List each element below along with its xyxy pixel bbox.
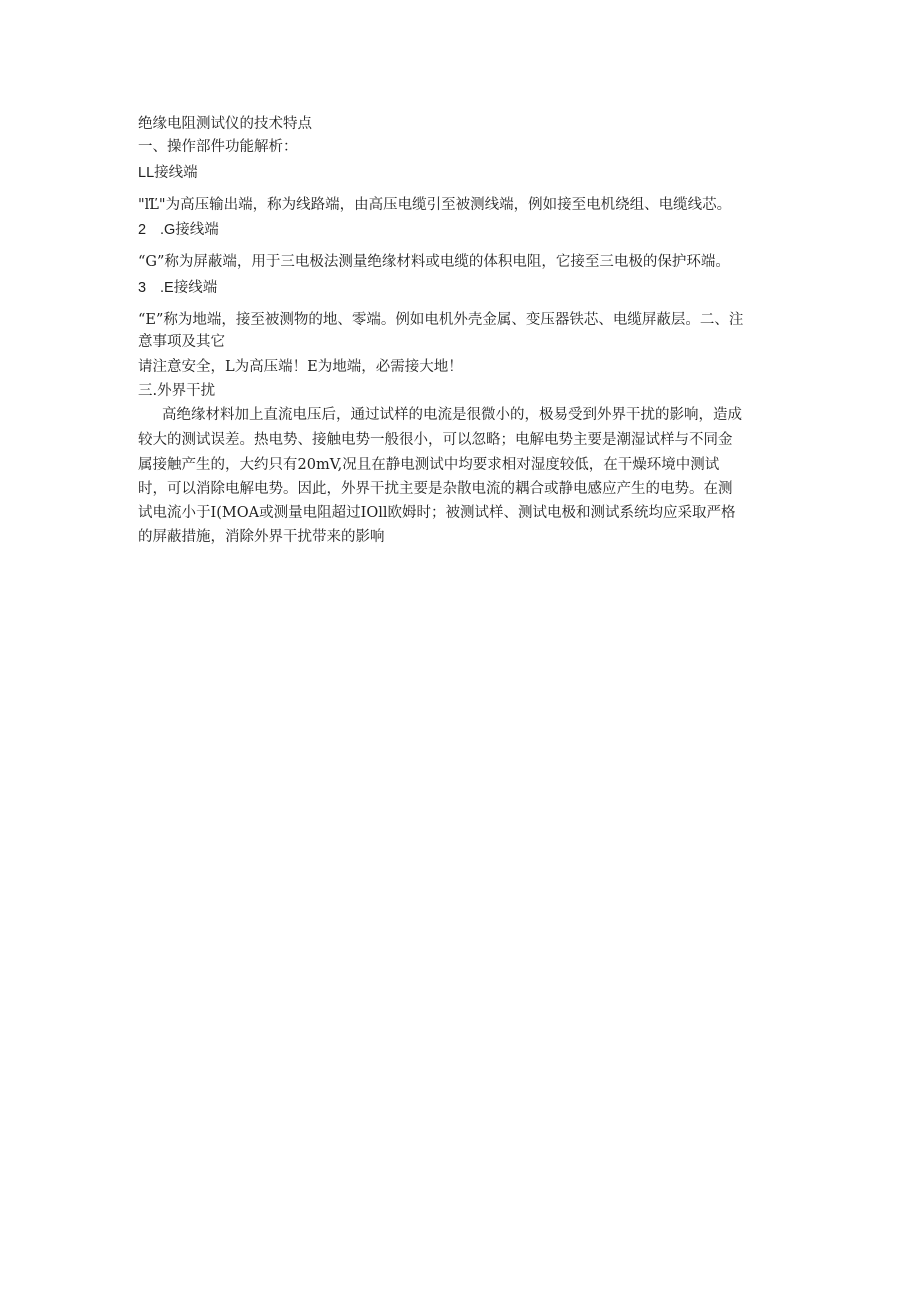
section-1-heading: 一、操作部件功能解析： [138,139,298,155]
item-e-text-line-1: “E”称为地端，接至被测物的地、零端。例如电机外壳金属、变压器铁芯、电缆屏蔽层。二、注 [138,312,744,328]
paragraph-line: 较大的测试误差。热电势、接触电势一般很小，可以忽略；电解电势主要是潮湿试样与不同金 [138,432,733,448]
item-g-heading [138,220,219,240]
item-e-heading [138,278,217,298]
item-g-text: “G”称为屏蔽端，用于三电极法测量绝缘材料或电缆的体积电阻，它接至三电极的保护环端。 [138,254,730,270]
safety-note: 请注意安全，L为高压端！E为地端，必需接大地！ [138,359,463,375]
paragraph-line: 试电流小于I(MOA或测量电阻超过IOll欧姆时；被测试样、测试电极和测试系统均应采取严格 [138,505,736,521]
item-g-number: 2 [138,222,147,238]
paragraph-line: 高绝缘材料加上直流电压后，通过试样的电流是很微小的，极易受到外界干扰的影响，造成 [162,407,742,423]
item-e-heading-text: .E接线端 [160,280,218,296]
item-e-text-line-2: 意事项及其它 [138,334,225,350]
paragraph-line: 时，可以消除电解电势。因此，外界干扰主要是杂散电流的耦合或静电感应产生的电势。在测 [138,481,733,497]
paragraph-line: 属接触产生的，大约只有20mV,况且在静电测试中均要求相对湿度较低，在干燥环境中测试 [138,457,720,473]
item-g-heading-text: .G接线端 [160,222,219,238]
item-l-text: "ľĽ"为高压输出端，称为线路端，由高压电缆引至被测线端，例如接至电机绕组、电缆线芯。 [138,197,732,213]
section-3-heading: 三.外界干扰 [138,383,216,399]
item-l-heading: LL接线端 [138,165,198,181]
document-title: 绝缘电阻测试仪的技术特点 [138,116,312,132]
item-e-number: 3 [138,280,147,296]
paragraph-line: 的屏蔽措施，消除外界干扰带来的影响 [138,529,385,545]
